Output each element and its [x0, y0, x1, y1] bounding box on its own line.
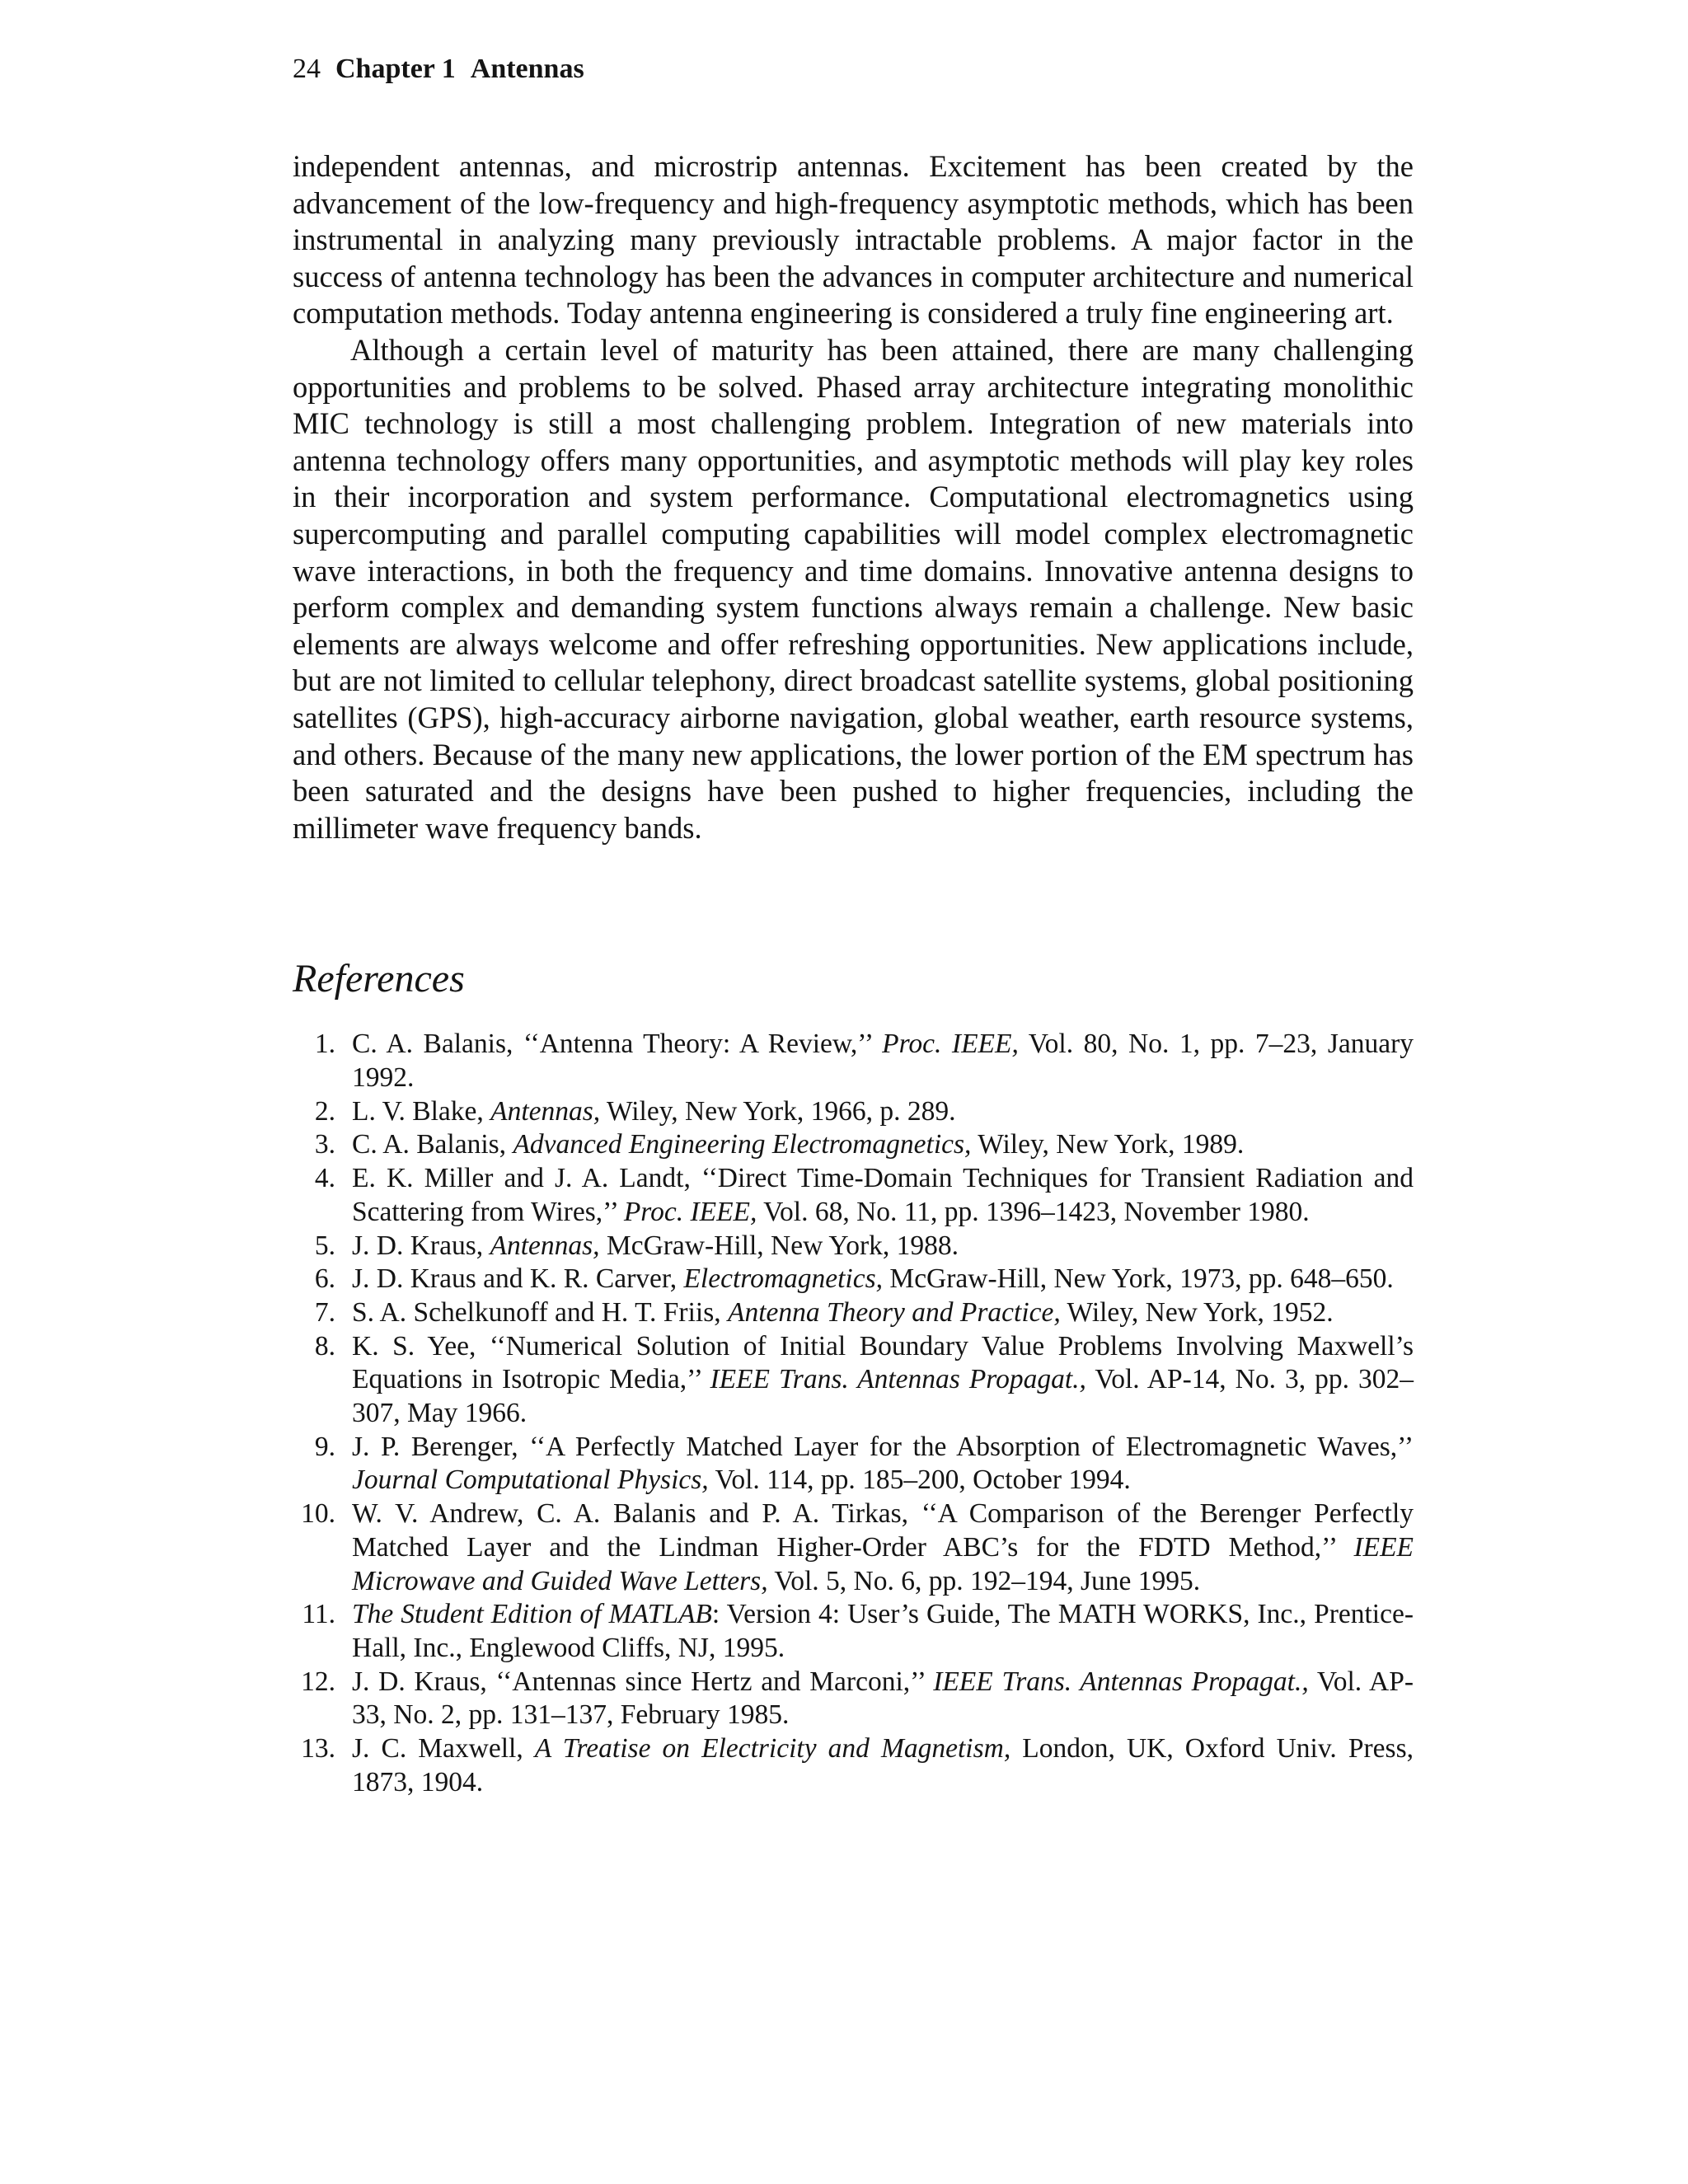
reference-details: Vol. 5, No. 6, pp. 192–194, June 1995. [767, 1565, 1201, 1596]
reference-number: 6. [314, 1263, 335, 1295]
reference-details: Wiley, New York, 1966, p. 289. [600, 1095, 956, 1127]
body-text [293, 148, 1414, 846]
reference-text: L. V. Blake, [352, 1095, 491, 1127]
reference-source: IEEE Trans. Antennas Propagat., [933, 1666, 1309, 1697]
reference-text: E. K. Miller and J. A. Landt, ‘‘Direct Time-Domain Techniques for Transient Radiation and Scattering from Wires,’’ [352, 1163, 1414, 1227]
reference-text: W. V. Andrew, C. A. Balanis and P. A. Tirkas, ‘‘A Comparison of the Berenger Perfectly Matched Layer and the Lindman Higher-Order ABC’s for the FDTD Method,’’ [352, 1498, 1414, 1563]
reference-details: Vol. 68, No. 11, pp. 1396–1423, November 1980. [757, 1196, 1310, 1227]
reference-item [293, 1497, 1414, 1598]
reference-details: Vol. AP-14, No. 3, pp. 302–307, May 1966. [352, 1364, 1414, 1429]
reference-details: Wiley, New York, 1952. [1060, 1296, 1334, 1328]
references-heading: References [293, 957, 465, 1001]
chapter-label: Chapter 1 [335, 54, 456, 84]
reference-text: J. D. Kraus and K. R. Carver, [352, 1263, 684, 1295]
reference-details: McGraw-Hill, New York, 1973, pp. 648–650. [883, 1263, 1394, 1295]
reference-source: Proc. IEEE, [882, 1029, 1019, 1060]
reference-item [293, 1431, 1414, 1497]
reference-item [293, 1732, 1414, 1799]
reference-number: 8. [314, 1330, 335, 1361]
reference-details: Vol. AP-33, No. 2, pp. 131–137, February 1985. [352, 1666, 1414, 1731]
reference-text: C. A. Balanis, ‘‘Antenna Theory: A Review,’’ [352, 1029, 883, 1060]
reference-source: Proc. IEEE, [623, 1196, 757, 1227]
reference-details: Wiley, New York, 1989. [971, 1129, 1245, 1160]
reference-item [293, 1095, 1414, 1129]
reference-details: Vol. 114, pp. 185–200, October 1994. [708, 1465, 1131, 1496]
reference-number: 12. [301, 1666, 335, 1697]
reference-source: Antennas, [490, 1230, 600, 1261]
reference-number: 1. [314, 1029, 335, 1060]
reference-text: J. D. Kraus, ‘‘Antennas since Hertz and Marconi,’’ [352, 1666, 934, 1697]
reference-item [293, 1666, 1414, 1732]
reference-text: S. A. Schelkunoff and H. T. Friis, [352, 1296, 728, 1328]
reference-item [293, 1263, 1414, 1296]
reference-source: Advanced Engineering Electromagnetics, [513, 1129, 972, 1160]
reference-number: 9. [314, 1431, 335, 1462]
reference-number: 13. [301, 1733, 335, 1765]
reference-source: The Student Edition of MATLAB [352, 1599, 712, 1630]
reference-source: IEEE Microwave and Guided Wave Letters, [352, 1531, 1414, 1596]
reference-item [293, 1598, 1414, 1665]
reference-number: 5. [314, 1230, 335, 1261]
reference-number: 2. [314, 1095, 335, 1127]
reference-number: 3. [314, 1129, 335, 1160]
chapter-title: Antennas [470, 54, 584, 84]
reference-source: Antenna Theory and Practice, [727, 1296, 1061, 1328]
reference-text: J. C. Maxwell, [352, 1733, 535, 1765]
book-page [293, 51, 1414, 1799]
reference-source: Journal Computational Physics, [352, 1465, 709, 1496]
reference-item [293, 1028, 1414, 1094]
reference-details: : Version 4: User’s Guide, The MATH WORKS, Inc., Prentice-Hall, Inc., Englewood Cliffs, NJ, 1995. [352, 1599, 1414, 1663]
reference-source: Electromagnetics, [683, 1263, 884, 1295]
paragraph: independent antennas, and microstrip antennas. Excitement has been created by the advancement of the low-frequency and high-frequency asymptotic methods, which has been instrumental in analyzing many previously intractable problems. A major factor in the success of antenna technology has been the advances in computer architecture and numerical computation methods. Today antenna engineering is considered a truly fine engineering art. [293, 149, 1414, 330]
reference-number: 10. [301, 1498, 335, 1530]
reference-item [293, 1330, 1414, 1431]
reference-source: IEEE Trans. Antennas Propagat., [710, 1364, 1086, 1395]
reference-item [293, 1230, 1414, 1263]
reference-details: McGraw-Hill, New York, 1988. [599, 1230, 959, 1261]
reference-details: Vol. 80, No. 1, pp. 7–23, January 1992. [352, 1029, 1414, 1093]
reference-text: J. D. Kraus, [352, 1230, 490, 1261]
reference-source: Antennas, [490, 1095, 601, 1127]
reference-list [293, 1028, 1414, 1799]
reference-number: 11. [302, 1599, 335, 1630]
reference-number: 7. [314, 1296, 335, 1328]
paragraph: Although a certain level of maturity has been attained, there are many challenging opportunities and problems to be solved. Phased array architecture integrating monolithic MIC technology is still a most challenging problem. Integration of new materials into antenna technology offers many opportunities, and asymptotic methods will play key roles in their incorporation and system performance. Computational electromagnetics using supercomputing and parallel computing capabilities will model complex electromagnetic wave interactions, in both the frequency and time domains. Innovative antenna designs to perform complex and demanding system functions always remain a challenge. New basic elements are always welcome and offer refreshing opportunities. New applications include, but are not limited to cellular telephony, direct broadcast satellite systems, global positioning satellites (GPS), high-accuracy airborne navigation, global weather, earth resource systems, and others. Because of the many new applications, the lower portion of the EM spectrum has been saturated and the designs have been pushed to higher frequencies, including the millimeter wave frequency bands. [293, 332, 1414, 845]
reference-number: 4. [314, 1163, 335, 1194]
reference-text: J. P. Berenger, ‘‘A Perfectly Matched Layer for the Absorption of Electromagnetic Waves,’’ [352, 1431, 1414, 1462]
page-number: 24 [293, 54, 321, 84]
reference-item [293, 1162, 1414, 1229]
reference-item [293, 1296, 1414, 1330]
reference-item [293, 1128, 1414, 1162]
reference-source: A Treatise on Electricity and Magnetism, [534, 1733, 1011, 1765]
reference-text: C. A. Balanis, [352, 1129, 513, 1160]
running-head [293, 51, 1414, 87]
reference-details: London, UK, Oxford Univ. Press, 1873, 1904. [352, 1733, 1414, 1797]
reference-text: K. S. Yee, ‘‘Numerical Solution of Initial Boundary Value Problems Involving Maxwell’s Equations in Isotropic Media,’’ [352, 1330, 1414, 1395]
